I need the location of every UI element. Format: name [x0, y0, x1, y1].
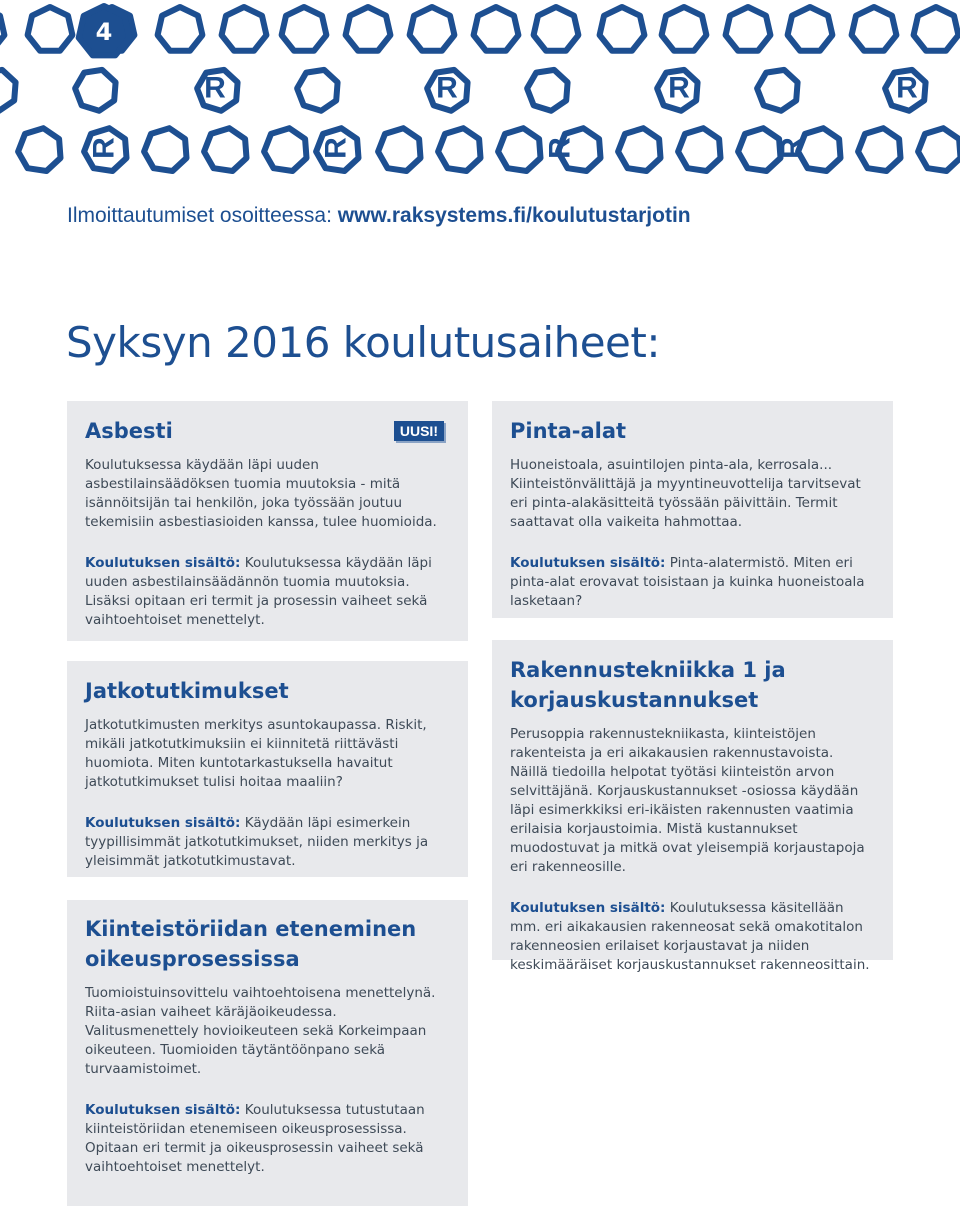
pattern-letter: R — [204, 71, 226, 105]
heptagon-shape — [726, 7, 771, 51]
course-description: Koulutuksessa käydään läpi uuden asbestilainsäädöksen tuomia muutoksia - mitä isännöitsijän tai henkilön, joka työssään joutuu tekemisiin asbestiasioiden kanssa, tulee huomioida. — [85, 457, 437, 530]
header-pattern — [0, 0, 960, 180]
pattern-letter: R — [87, 137, 121, 159]
course-content — [85, 1101, 450, 1177]
content-text: Koulutuksessa käydään läpi uuden asbestilainsäädännön tuomia muutoksia. Lisäksi opitaan eri termit ja prosessin vaiheet sekä vaihtoehtoiset menettelyt. — [85, 555, 432, 628]
heptagon-shape — [474, 7, 519, 51]
heptagon-shape — [282, 7, 327, 51]
heptagon-shape — [678, 128, 720, 171]
course-rakennustekniikka — [492, 640, 893, 973]
course-content — [85, 814, 450, 871]
registration-prefix: Ilmoittautumiset osoitteessa: — [67, 204, 338, 227]
heptagon-shape — [297, 70, 338, 111]
heptagon-shape — [600, 7, 645, 51]
course-title: Rakennustekniikka 1 ja korjauskustannukset — [510, 658, 786, 712]
heptagon-shape — [204, 128, 246, 171]
heptagon-shape — [28, 7, 73, 51]
pattern-letter: R — [436, 71, 458, 105]
course-content — [85, 554, 450, 630]
course-content — [510, 554, 875, 611]
heptagon-shape — [852, 7, 897, 51]
course-title: Pinta-alat — [510, 419, 627, 443]
pattern-letter: R — [319, 137, 353, 159]
course-title: Asbesti — [85, 419, 173, 443]
heptagon-shape — [222, 7, 267, 51]
heptagon-shape — [75, 70, 116, 111]
heptagon-shape — [0, 7, 4, 51]
content-label: Koulutuksen sisältö: — [510, 900, 666, 916]
heptagon-shape — [346, 7, 391, 51]
heptagon-shape — [534, 7, 579, 51]
pattern-letter: R — [896, 71, 918, 105]
registration-url[interactable]: www.raksystems.fi/koulutustarjotin — [337, 204, 691, 227]
heptagon-shape — [914, 7, 959, 51]
content-text: Pinta-alatermistö. Miten eri pinta-alat erovavat toisistaan ja kuinka huoneistoala lasketaan? — [510, 555, 865, 609]
heptagon-shape — [527, 70, 568, 111]
course-jatkotutkimukset — [67, 661, 468, 877]
course-title: Kiinteistöriidan eteneminen oikeusprosessissa — [85, 917, 417, 971]
heptagon-shape — [158, 7, 203, 51]
main-heading: Syksyn 2016 koulutusaiheet: — [66, 318, 661, 367]
content-label: Koulutuksen sisältö: — [510, 555, 666, 571]
course-asbesti — [67, 401, 468, 641]
heptagon-shape — [858, 128, 900, 171]
heptagon-shape — [918, 128, 960, 171]
heptagon-shape — [738, 128, 780, 171]
course-content — [510, 899, 875, 975]
new-badge: UUSI! — [394, 421, 444, 441]
heptagon-shape — [498, 128, 540, 171]
heptagon-shape — [788, 7, 833, 51]
pattern-letter: R — [668, 71, 690, 105]
content-text: Koulutuksessa tutustutaan kiinteistöriidan etenemiseen oikeusprosessissa. Opitaan eri termit ja oikeusprosessin vaiheet sekä vaihtoehtoiset menettelyt. — [85, 1102, 425, 1175]
content-label: Koulutuksen sisältö: — [85, 555, 241, 571]
course-title: Jatkotutkimukset — [85, 679, 289, 703]
registration-line — [67, 204, 691, 228]
heptagon-shape — [757, 70, 798, 111]
heptagon-shape — [618, 128, 660, 171]
course-description: Jatkotutkimusten merkitys asuntokaupassa. Riskit, mikäli jatkotutkimuksiin ei kiinnitetä riittävästi huomiota. Miten kuntotarkastuksella havaitut jatkotutkimukset tulisi hoitaa maaliin? — [85, 717, 427, 790]
heptagon-shape — [438, 128, 480, 171]
heptagon-shape — [264, 128, 306, 171]
heptagon-shape — [378, 128, 420, 171]
content-label: Koulutuksen sisältö: — [85, 815, 241, 831]
course-description: Tuomioistuinsovittelu vaihtoehtoisena menettelynä. Riita-asian vaiheet käräjäoikeudessa. Valitusmenettely hovioikeuteen sekä Korkeimpaan oikeuteen. Tuomioiden täytäntöönpano sekä turvaamistoimet. — [85, 985, 436, 1077]
content-label: Koulutuksen sisältö: — [85, 1102, 241, 1118]
heptagon-shape — [18, 128, 60, 171]
content-text: Käydään läpi esimerkein tyypillisimmät jatkotutkimukset, niiden merkitys ja yleisimmät jatkotutkimustavat. — [85, 815, 429, 869]
course-description: Huoneistoala, asuintilojen pinta-ala, kerrosala... Kiinteistönvälittäjä ja myyntineuvottelija tarvitsevat eri pinta-alakäsitteitä työssään päivittäin. Termit saattavat olla vaikeita hahmottaa. — [510, 457, 861, 530]
course-pinta-alat — [492, 401, 893, 618]
course-kiinteistoriidan — [67, 900, 468, 1206]
heptagon-shape — [662, 7, 707, 51]
heptagon-shape — [410, 7, 455, 51]
course-description: Perusoppia rakennustekniikasta, kiinteistöjen rakenteista ja eri aikakausien rakennustavoista. Näillä tiedoilla helpotat työtäsi kiinteistön arvon selvittäjänä. Korjauskustannukset -osiossa käydään läpi esimerkkiksi eri-ikäisten rakennusten vaatimia erilaisia korjaustoimia. Mistä kustannukset muodostuvat ja mitkä ovat yleisempiä korjaustapoja eri rakenneosille. — [510, 726, 865, 875]
content-text: Koulutuksessa käsitellään mm. eri aikakausien rakenneosat sekä omakotitalon rakenneosien erilaiset korjaustavat ja niiden keskimääräiset korjauskustannukset rakenneosittain. — [510, 900, 870, 973]
pattern-letter: R — [775, 137, 809, 159]
heptagon-shape — [144, 128, 186, 171]
pattern-letter: R — [543, 137, 577, 159]
heptagon-shape — [0, 70, 16, 111]
page-number: 4 — [95, 18, 113, 46]
